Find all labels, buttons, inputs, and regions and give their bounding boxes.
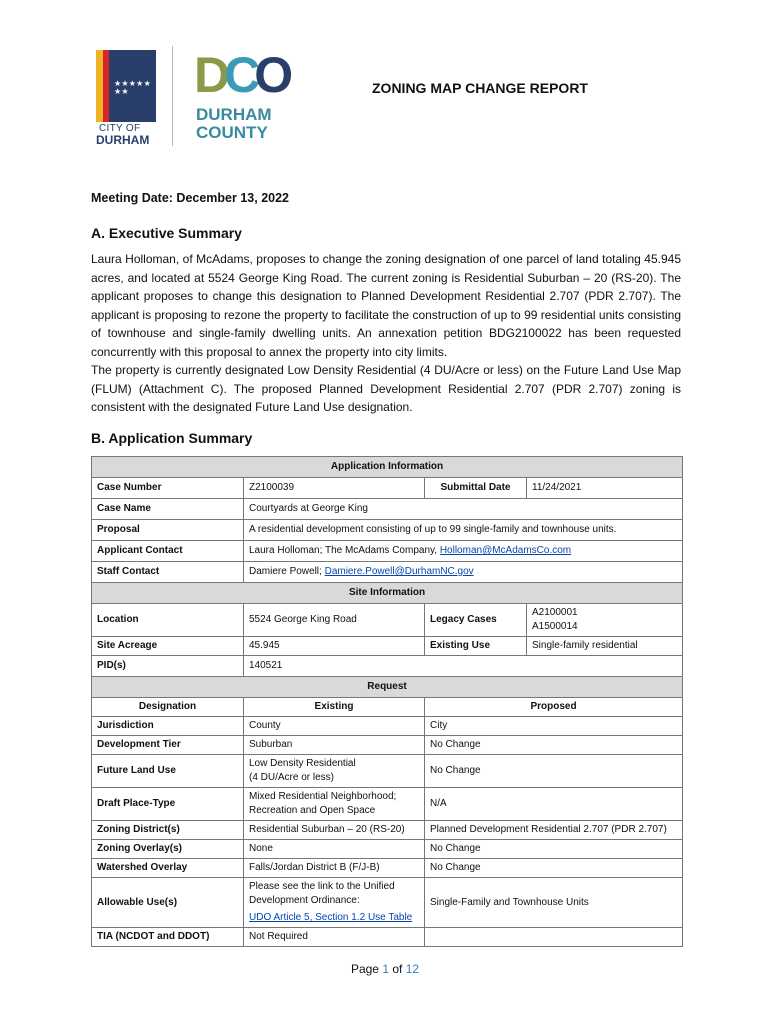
staff-email-link[interactable]: Damiere.Powell@DurhamNC.gov [324,566,474,577]
pid-label: PID(s) [92,656,244,677]
col-designation: Designation [92,698,244,717]
row-existing: Suburban [244,736,425,755]
city-of-durham-logo [96,50,156,145]
applicant-contact-value [244,541,683,562]
row-existing-line1: Low Density Residential [249,758,356,769]
row-proposed: Planned Development Residential 2.707 (PDR 2.707) [425,821,683,840]
executive-summary-paragraph-1: Laura Holloman, of McAdams, proposes to change the zoning designation of one parcel of land totaling 45.945 acres, and located at 5524 George King Road. The current zoning is Residential Suburban – 20 (RS-20). The applicant proposes to change this designation to Planned Development Residential 2.707 (PDR 2.707). The applicant is proposing to rezone the property to facilitate the construction of up to 99 residential units consisting of townhouse and single-family dwelling units. An annexation petition BDG2100022 has been requested concurrently with this proposal to annex the property into city limits. [91,252,681,359]
case-number-value: Z2100039 [244,478,425,499]
applicant-email-link[interactable]: Holloman@McAdamsCo.com [439,545,572,556]
staff-contact-label: Staff Contact [92,562,244,583]
section-b-heading: B. Application Summary [91,430,253,446]
row-existing-line2: Development Ordinance: [249,895,360,906]
table-row [92,928,683,947]
logo-divider [172,46,173,146]
staff-contact-value [244,562,683,583]
meeting-date: Meeting Date: December 13, 2022 [91,191,290,205]
row-existing: Falls/Jordan District B (F/J-B) [244,859,425,878]
row-existing: None [244,840,425,859]
col-existing: Existing [244,698,425,717]
table-row [92,878,683,928]
row-existing [244,878,425,928]
row-proposed: No Change [425,736,683,755]
row-proposed [425,928,683,947]
site-acreage-value: 45.945 [244,637,425,656]
row-proposed: No Change [425,755,683,788]
table-row [92,840,683,859]
case-number-label: Case Number [92,478,244,499]
legacy-case-2: A1500014 [532,621,578,632]
row-label: Watershed Overlay [92,859,244,878]
udo-use-table-link[interactable]: UDO Article 5, Section 1.2 Use Table [249,912,413,923]
flag-stripe-yellow [96,50,103,122]
row-existing: Not Required [244,928,425,947]
table-header-request: Request [92,677,683,698]
table-row [92,859,683,878]
row-existing-line1: Please see the link to the Unified [249,881,395,892]
proposal-value: A residential development consisting of up to 99 single-family and townhouse units. [244,520,683,541]
row-label: Zoning District(s) [92,821,244,840]
col-proposed: Proposed [425,698,683,717]
pid-value: 140521 [244,656,683,677]
report-title: ZONING MAP CHANGE REPORT [372,80,588,96]
row-existing [244,755,425,788]
row-label: Draft Place-Type [92,788,244,821]
row-proposed: Single-Family and Townhouse Units [425,878,683,928]
row-proposed: City [425,717,683,736]
application-summary-table [91,456,683,947]
row-label: Zoning Overlay(s) [92,840,244,859]
row-proposed: No Change [425,859,683,878]
row-label: Future Land Use [92,755,244,788]
existing-use-value: Single-family residential [527,637,683,656]
city-logo-line2: DURHAM [96,133,150,147]
legacy-cases-label: Legacy Cases [425,604,527,637]
location-label: Location [92,604,244,637]
proposal-label: Proposal [92,520,244,541]
page-number [0,962,770,976]
staff-name: Damiere Powell; [249,566,322,577]
table-header-site-info: Site Information [92,583,683,604]
case-name-label: Case Name [92,499,244,520]
existing-use-label: Existing Use [425,637,527,656]
row-existing-line2: (4 DU/Acre or less) [249,772,335,783]
row-existing-line2: Recreation and Open Space [249,805,376,816]
executive-summary-paragraph-2: The property is currently designated Low Density Residential (4 DU/Acre or less) on the Future Land Use Map (FLUM) (Attachment C). The proposed Planned Development Residential 2.707 (PDR 2.707) zoning is consistent with the designated Future Land Use designation. [91,363,681,414]
of-word: of [392,962,403,976]
applicant-contact-label: Applicant Contact [92,541,244,562]
case-name-value: Courtyards at George King [244,499,683,520]
site-acreage-label: Site Acreage [92,637,244,656]
row-proposed: N/A [425,788,683,821]
submittal-date-label: Submittal Date [425,478,527,499]
table-row [92,736,683,755]
section-a-heading: A. Executive Summary [91,225,242,241]
row-proposed: No Change [425,840,683,859]
stars-icon: ★ ★ ★ ★ ★ ★ ★ [114,79,150,96]
table-row [92,821,683,840]
county-logo-line1: DURHAM [196,105,272,124]
current-page: 1 [382,962,389,976]
total-pages: 12 [405,962,420,976]
row-existing: County [244,717,425,736]
row-label: Jurisdiction [92,717,244,736]
table-row [92,717,683,736]
dco-mark: DCO [194,47,288,103]
table-row [92,788,683,821]
durham-county-logo [194,47,288,148]
county-logo-line2: COUNTY [196,123,268,142]
city-logo-line1: CITY OF [99,123,141,134]
location-value: 5524 George King Road [244,604,425,637]
legacy-cases-value [527,604,683,637]
row-label: Development Tier [92,736,244,755]
page-word: Page [350,962,379,976]
row-existing: Residential Suburban – 20 (RS-20) [244,821,425,840]
row-existing-line1: Mixed Residential Neighborhood; [249,791,397,802]
row-label: TIA (NCDOT and DDOT) [92,928,244,947]
applicant-name: Laura Holloman; The McAdams Company, [249,545,438,556]
legacy-case-1: A2100001 [532,607,578,618]
row-existing [244,788,425,821]
submittal-date-value: 11/24/2021 [527,478,683,499]
table-header-application-info: Application Information [92,457,683,478]
row-label: Allowable Use(s) [92,878,244,928]
table-row [92,755,683,788]
